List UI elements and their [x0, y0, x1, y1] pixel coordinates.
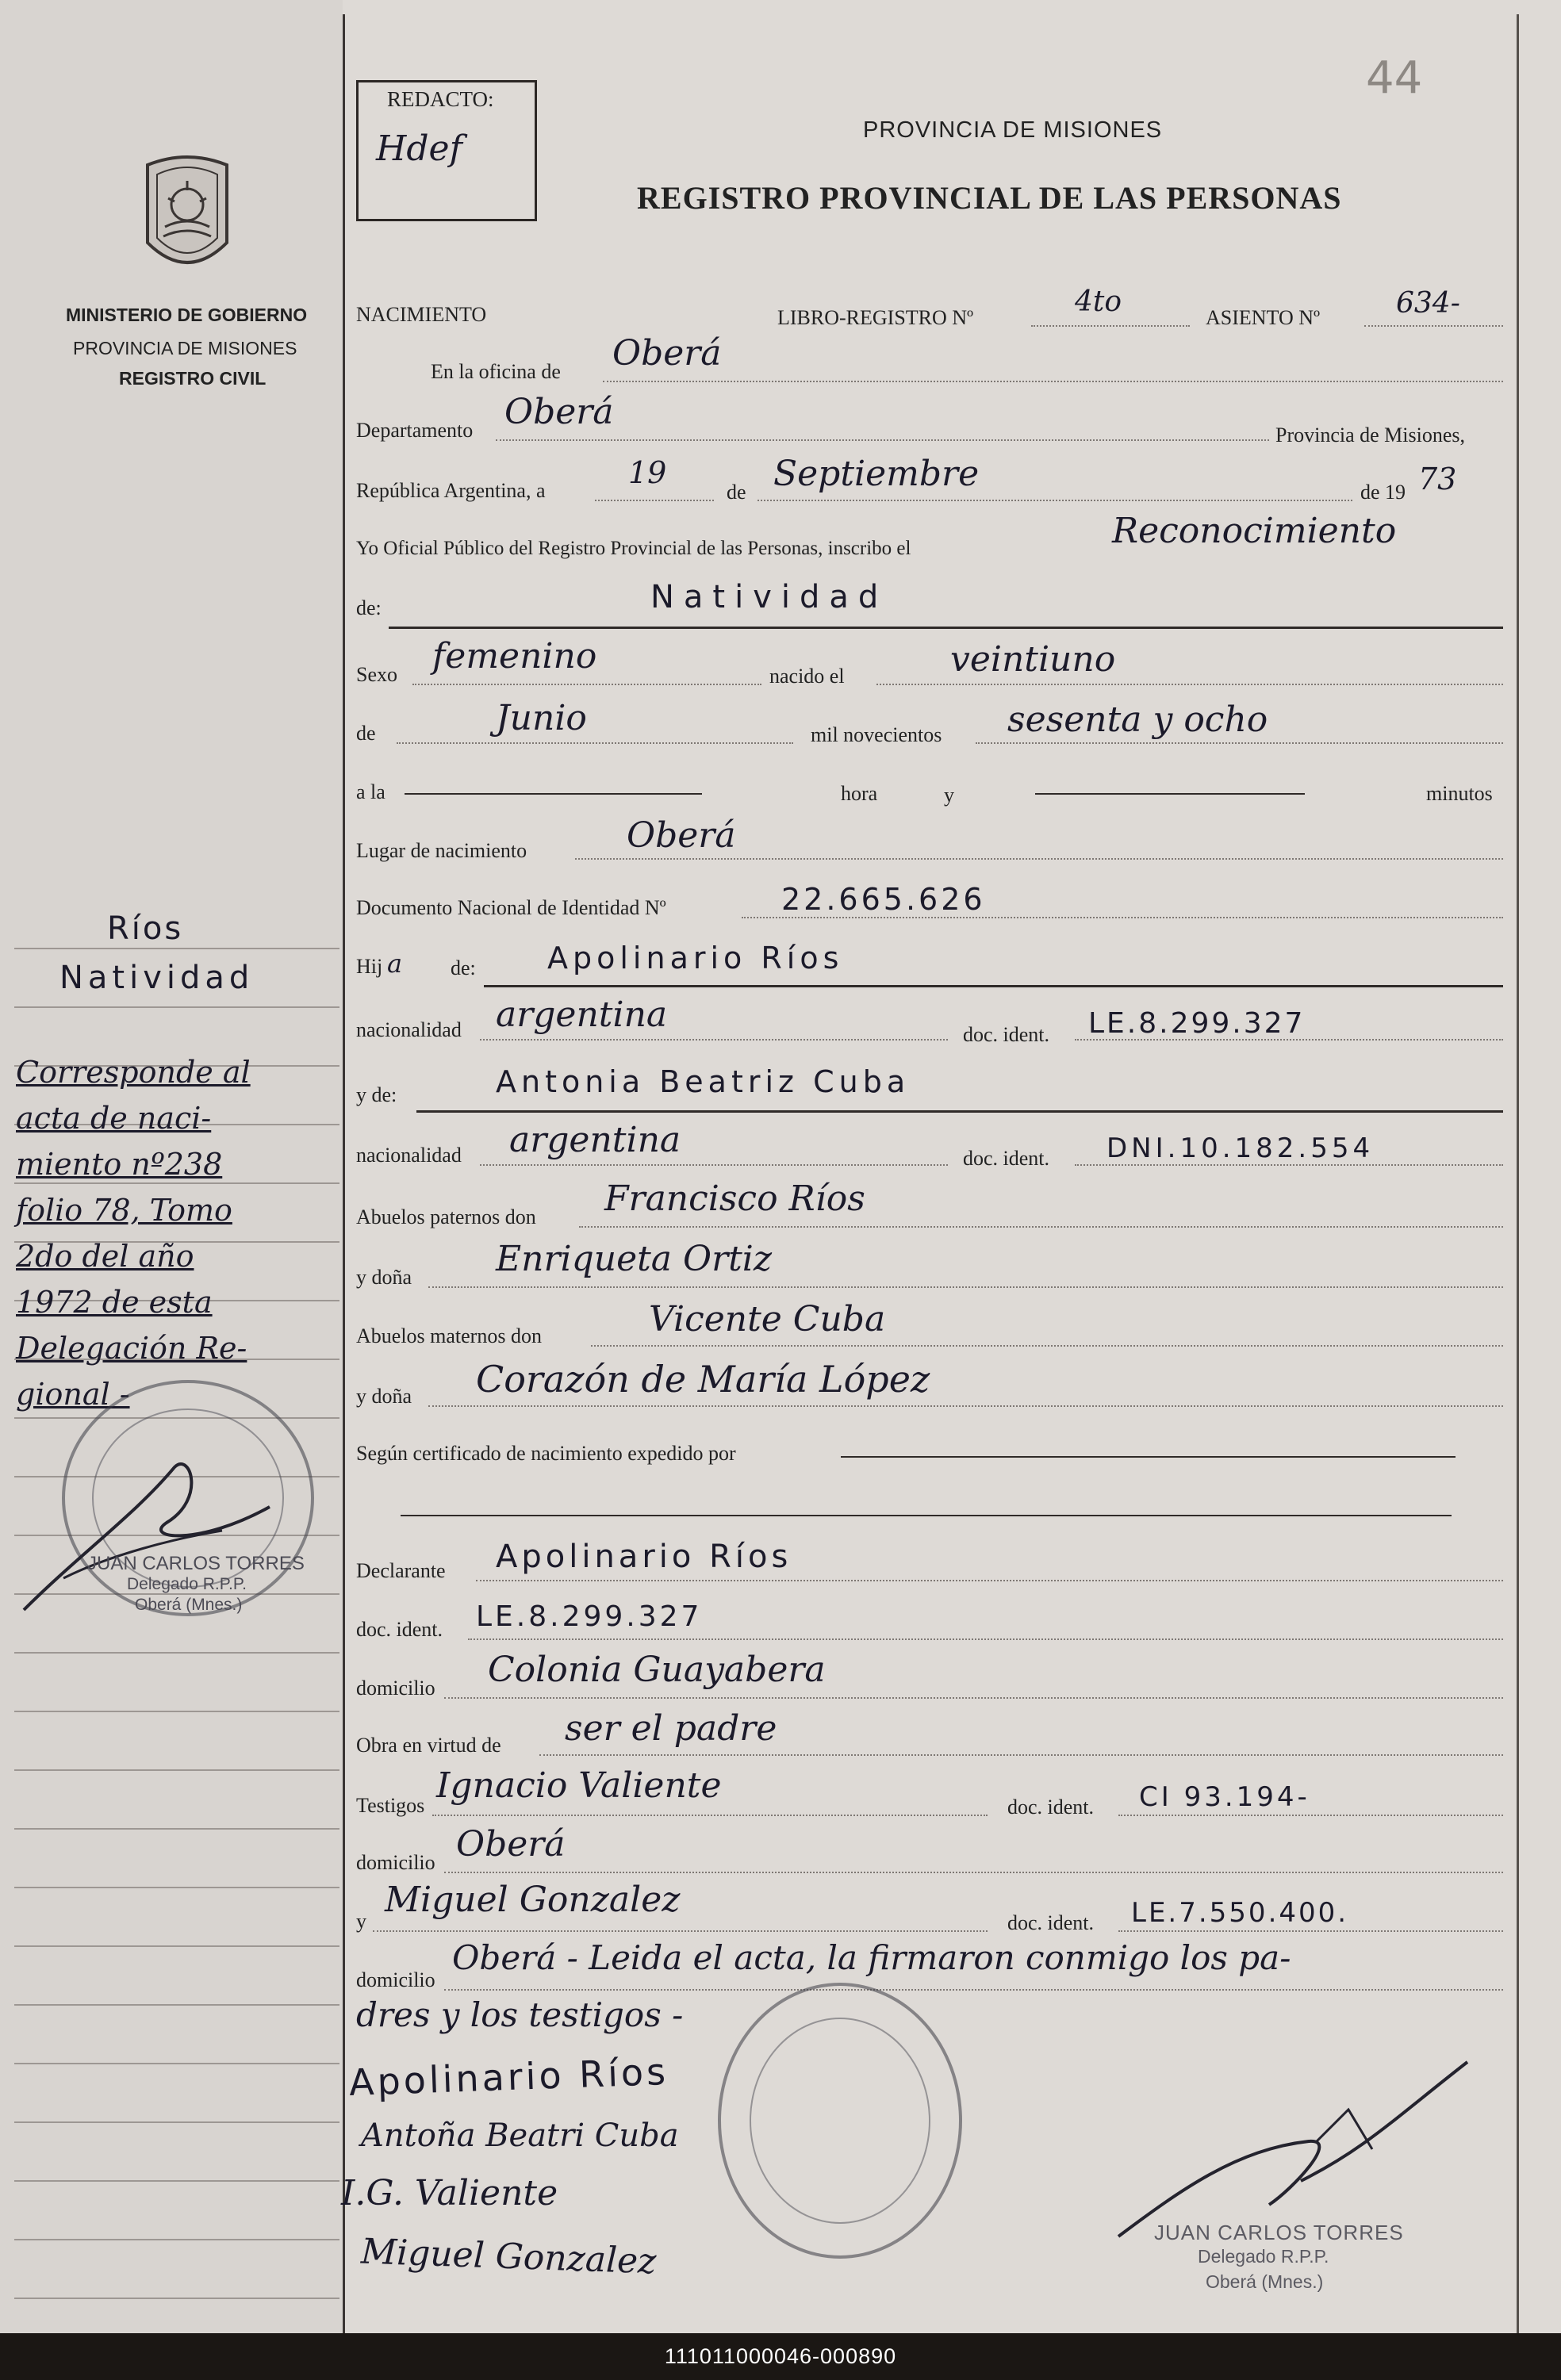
abuela-mat-label: y doña — [356, 1385, 412, 1408]
margin-note-line: Corresponde al — [16, 1055, 251, 1090]
hijo-suffix: a — [387, 949, 403, 979]
margin-ruled-line — [14, 2063, 339, 2064]
margin-ruled-line — [14, 1182, 339, 1184]
abuela-pat-value: Enriqueta Ortiz — [496, 1239, 773, 1279]
margin-note-line: 1972 de esta — [16, 1285, 213, 1320]
declarante-label: Declarante — [356, 1559, 446, 1582]
ministry-seal-icon — [133, 149, 241, 282]
abuelos-mat-label: Abuelos maternos don — [356, 1324, 542, 1347]
testigo2-doc-label: doc. ident. — [1007, 1911, 1095, 1934]
y-label: y — [944, 784, 954, 807]
ministry-line1: MINISTERIO DE GOBIERNO — [66, 305, 308, 325]
provincia-label: Provincia de Misiones, — [1275, 423, 1466, 446]
de-anio-label: de 19 — [1360, 481, 1406, 504]
province-heading: PROVINCIA DE MISIONES — [863, 117, 1163, 143]
madre-doc-value: DNI.10.182.554 — [1107, 1133, 1375, 1164]
testigo2-y-label: y — [356, 1910, 366, 1933]
margin-ruled-line — [14, 948, 339, 949]
margin-ruled-line — [14, 2298, 339, 2299]
registry-stamp-right — [718, 1983, 962, 2259]
signature-valiente: I.G. Valiente — [341, 2173, 558, 2213]
mes-value: Septiembre — [773, 454, 980, 494]
ala-label: a la — [356, 780, 385, 803]
margin-note-line: 2do del año — [16, 1239, 194, 1274]
mes-nac-value: Junio — [496, 698, 587, 738]
right-border-line — [1517, 14, 1519, 2333]
testigo1-value: Ignacio Valiente — [436, 1765, 722, 1806]
stamp-left-sub1: Delegado R.P.P. — [127, 1575, 247, 1593]
margin-note-line: gional - — [16, 1377, 130, 1412]
margin-name: Natividad — [59, 960, 255, 996]
sexo-label: Sexo — [356, 663, 397, 686]
dia-value: 19 — [628, 455, 667, 490]
hijo-de-label: de: — [451, 956, 476, 979]
testigo1-doc-label: doc. ident. — [1007, 1796, 1095, 1819]
hijo-label: Hij — [356, 955, 383, 978]
hora-label: hora — [841, 782, 878, 805]
margin-ruled-line — [14, 1828, 339, 1830]
oficial-text: Yo Oficial Público del Registro Provincial de las Personas, inscribo el — [356, 538, 911, 559]
madre-nacionalidad-label: nacionalidad — [356, 1144, 462, 1167]
ministry-line2: PROVINCIA DE MISIONES — [73, 338, 297, 358]
declarante-doc-label: doc. ident. — [356, 1618, 443, 1641]
sexo-value: femenino — [432, 636, 597, 676]
republica-label: República Argentina, a — [356, 479, 546, 502]
testigo2-doc-value: LE.7.550.400. — [1131, 1897, 1349, 1929]
margin-ruled-line — [14, 2004, 339, 2006]
dni-label: Documento Nacional de Identidad Nº — [356, 896, 666, 919]
testigos-label: Testigos — [356, 1794, 425, 1817]
margin-ruled-line — [14, 1652, 339, 1654]
testigo1-dom-value: Oberá — [456, 1824, 566, 1865]
signature-apolinario: Apolinario Ríos — [348, 2049, 669, 2105]
declarante-value: Apolinario Ríos — [496, 1539, 792, 1575]
lugar-value: Oberá — [627, 815, 736, 856]
madre-value: Antonia Beatriz Cuba — [496, 1064, 911, 1099]
mil-label: mil novecientos — [811, 723, 942, 746]
delegate-role: Delegado R.P.P. — [1198, 2246, 1329, 2267]
ministry-line3: REGISTRO CIVIL — [119, 368, 267, 389]
minutos-label: minutos — [1426, 782, 1493, 805]
obra-label: Obra en virtud de — [356, 1734, 501, 1757]
delegate-place: Oberá (Mnes.) — [1206, 2271, 1324, 2292]
asiento-value: 634- — [1396, 287, 1460, 320]
redacto-box — [356, 80, 537, 221]
margin-note-line: acta de naci- — [16, 1101, 212, 1136]
margin-ruled-line — [14, 1769, 339, 1771]
padre-value: Apolinario Ríos — [547, 941, 844, 975]
margin-ruled-line — [14, 1711, 339, 1712]
dni-value: 22.665.626 — [781, 882, 986, 917]
testigo2-value: Miguel Gonzalez — [385, 1880, 681, 1920]
abuela-mat-value: Corazón de María López — [476, 1358, 930, 1401]
padre-doc-label: doc. ident. — [963, 1023, 1050, 1046]
inscripcion-value: Reconocimiento — [1112, 511, 1397, 551]
delegate-name: JUAN CARLOS TORRES — [1154, 2221, 1404, 2244]
obra-value: ser el padre — [565, 1708, 777, 1749]
lugar-label: Lugar de nacimiento — [356, 839, 527, 862]
margin-ruled-line — [14, 1006, 339, 1008]
testigo2-dom-cont: dres y los testigos - — [356, 1995, 684, 2034]
domicilio-value: Colonia Guayabera — [488, 1650, 826, 1690]
madre-nac-value: argentina — [509, 1120, 681, 1160]
margin-note-line: folio 78, Tomo — [16, 1193, 232, 1228]
padre-nacionalidad-label: nacionalidad — [356, 1018, 462, 1041]
abuelo-pat-value: Francisco Ríos — [604, 1179, 865, 1219]
redacto-label: REDACTO: — [387, 87, 494, 111]
abuela-pat-label: y doña — [356, 1266, 412, 1289]
domicilio-label: domicilio — [356, 1677, 435, 1700]
testigo2-dom-label: domicilio — [356, 1968, 435, 1991]
redacto-value: Hdef — [376, 128, 462, 169]
de3-label: de — [356, 722, 376, 745]
padre-doc-value: LE.8.299.327 — [1088, 1007, 1306, 1040]
margin-note-line: Delegación Re- — [16, 1331, 247, 1366]
margin-surname: Ríos — [107, 910, 184, 947]
stamp-left-name: JUAN CARLOS TORRES — [87, 1553, 305, 1574]
margin-ruled-line — [14, 2239, 339, 2240]
de2-label: de: — [356, 596, 382, 619]
testigo1-dom-label: domicilio — [356, 1851, 435, 1874]
yde-label: y de: — [356, 1083, 397, 1106]
abuelos-pat-label: Abuelos paternos don — [356, 1205, 536, 1228]
libro-label: LIBRO-REGISTRO Nº — [777, 306, 974, 329]
nacido-label: nacido el — [769, 665, 845, 688]
margin-ruled-line — [14, 2180, 339, 2182]
abuelo-mat-value: Vicente Cuba — [649, 1299, 886, 1339]
testigo2-dom-value: Oberá - Leida el acta, la firmaron conmigo los pa- — [452, 1938, 1291, 1977]
padre-nac-value: argentina — [496, 995, 668, 1035]
signature-gonzalez: Miguel Gonzalez — [360, 2231, 658, 2282]
margin-ruled-line — [14, 2121, 339, 2123]
libro-value: 4to — [1075, 286, 1122, 318]
signature-antonia: Antoña Beatri Cuba — [361, 2117, 679, 2154]
nacimiento-label: NACIMIENTO — [356, 303, 487, 326]
margin-divider-line — [343, 14, 345, 2333]
registry-title: REGISTRO PROVINCIAL DE LAS PERSONAS — [637, 180, 1342, 216]
margin-ruled-line — [14, 1887, 339, 1888]
page-number: 44 — [1366, 52, 1423, 104]
testigo1-doc-value: CI 93.194- — [1139, 1781, 1310, 1813]
footer-id: 111011000046-000890 — [0, 2333, 1561, 2380]
nacido-value: veintiuno — [950, 639, 1116, 680]
anio-value: 73 — [1418, 462, 1457, 496]
stamp-left-sub2: Oberá (Mnes.) — [135, 1596, 243, 1614]
departamento-label: Departamento — [356, 419, 474, 442]
oficina-value: Oberá — [612, 333, 722, 374]
madre-doc-label: doc. ident. — [963, 1147, 1050, 1170]
asiento-label: ASIENTO Nº — [1206, 306, 1321, 329]
nombre-value: Natividad — [650, 579, 888, 615]
oficina-label: En la oficina de — [431, 360, 561, 383]
certificado-label: Según certificado de nacimiento expedido por — [356, 1442, 736, 1465]
margin-note-line: miento nº238 — [16, 1147, 223, 1182]
de-label: de — [727, 481, 746, 504]
departamento-value: Oberá — [504, 392, 614, 432]
declarante-doc-value: LE.8.299.327 — [476, 1600, 703, 1633]
anio-nac-value: sesenta y ocho — [1007, 699, 1268, 740]
margin-ruled-line — [14, 1945, 339, 1947]
